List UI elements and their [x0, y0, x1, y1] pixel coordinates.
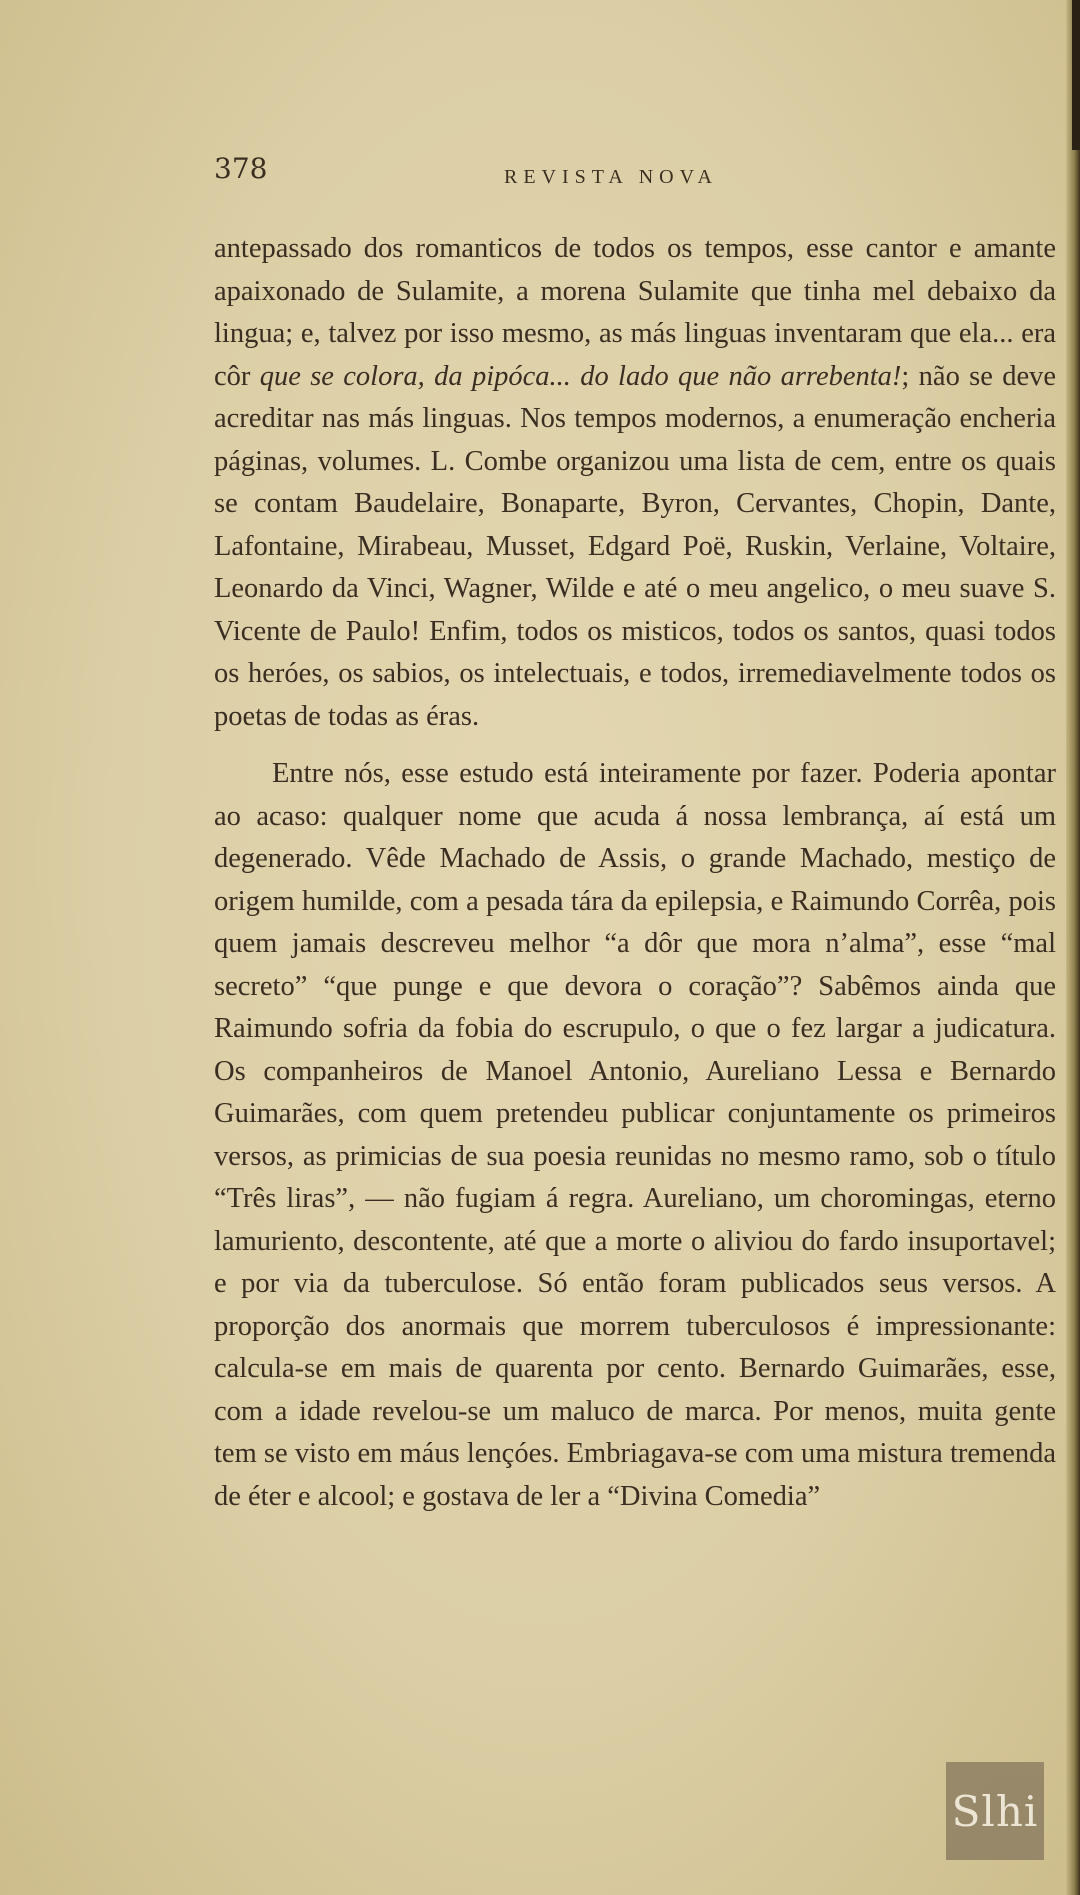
watermark-text: Slhi — [951, 1786, 1039, 1836]
italic-run: que se colora, da pipóca... do lado que não arrebenta! — [259, 360, 902, 392]
running-head: REVISTA NOVA — [504, 166, 718, 188]
text-run: antepassado dos romanticos de todos os tempos, esse cantor e amante apaixonado de Sulamite, a morena Sulamite que tinha mel debaixo da lingua; e, talvez por isso mesmo, as más linguas inventaram que ela... era côr — [214, 233, 1056, 392]
page-edge-shadow — [1066, 0, 1080, 1895]
paragraph — [214, 753, 1056, 1518]
page-number: 378 — [214, 152, 268, 185]
binding-edge — [1072, 0, 1080, 150]
paragraph — [214, 228, 1056, 738]
library-watermark-logo — [946, 1762, 1044, 1860]
text-run: ; não se deve acreditar nas más linguas. Nos tempos modernos, a enumeração encheria páginas, volumes. L. Combe organizou uma lista de cem, entre os quais se contam Baudelaire, Bonaparte, Byron, Cervantes, Chopin, Dante, Lafontaine, Mirabeau, Musset, Edgard Poë, Ruskin, Verlaine, Voltaire, Leonardo da Vinci, Wagner, Wilde e até o meu angelico, o meu suave S. Vicente de Paulo! Enfim, todos os misticos, todos os santos, quasi todos os heróes, os sabios, os intelectuais, e todos, irremediavelmente todos os poetas de todas as éras. — [214, 360, 1057, 732]
text-run: Entre nós, esse estudo está inteiramente por fazer. Poderia apontar ao acaso: qualquer nome que acuda á nossa lembrança, aí está um degenerado. Vêde Machado de Assis, o grande Machado, mestiço de origem humilde, com a pesada tára da epilepsia, e Raimundo Corrêa, pois quem jamais descreveu melhor “a dôr que mora n’alma”, esse “mal secreto” “que punge e que devora o coração”? Sabêmos ainda que Raimundo sofria da fobia do escrupulo, o que o fez largar a judicatura. Os companheiros de Manoel Antonio, Aureliano Lessa e Bernardo Guimarães, com quem pretendeu publicar conjuntamente os primeiros versos, as primicias de sua poesia reunidas no mesmo ramo, sob o título “Três liras”, — não fugiam á regra. Aureliano, um choromingas, eterno lamuriento, descontente, até que a morte o aliviou do fardo insuportavel; e por via da tuberculose. Só então foram publicados seus versos. A proporção dos anormais que morrem tuberculosos é impressionante: calcula-se em mais de quarenta por cento. Bernardo Guimarães, esse, com a idade revelou-se um maluco de marca. Por menos, muita gente tem se visto em máus lençóes. Embriagava-se com uma mistura tremenda de éter e alcool; e gostava de ler a “Divina Comedia” — [214, 758, 1056, 1512]
body-text — [214, 228, 1056, 1518]
page-header — [214, 152, 1074, 192]
